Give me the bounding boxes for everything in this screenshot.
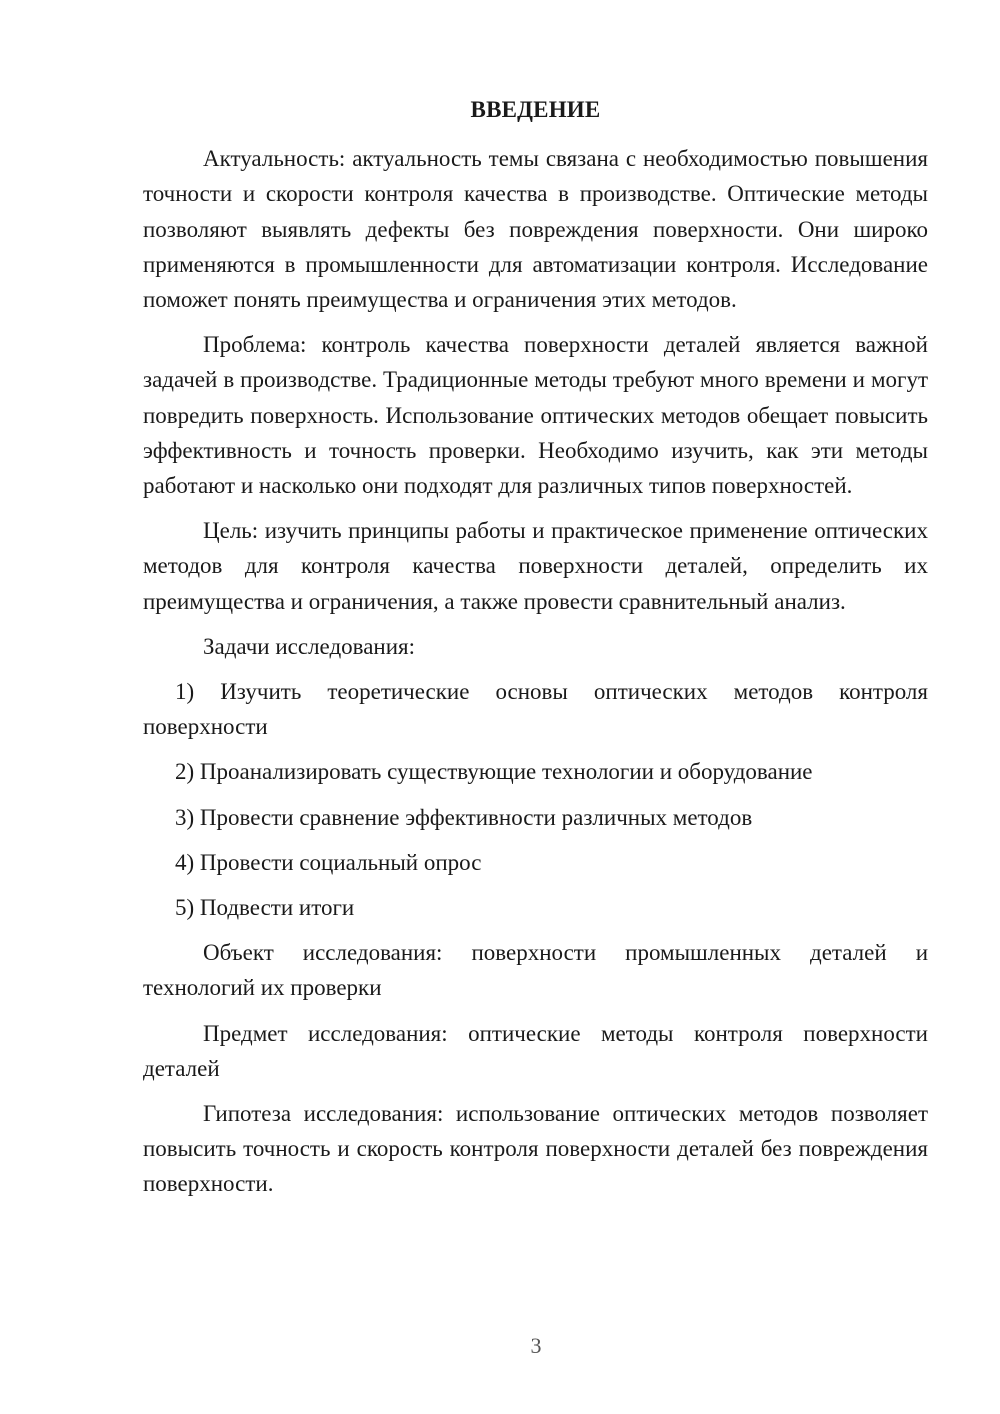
page-title: ВВЕДЕНИЕ [470, 97, 601, 122]
page-number: 3 [530, 1333, 542, 1358]
paragraph-hypothesis: Гипотеза исследования: использование оптических методов позволяет повысить точность и скорость контроля поверхности деталей без повреждения поверхности. [143, 1101, 928, 1197]
task-item-1: 1) Изучить теоретические основы оптических методов контроля поверхности [143, 679, 928, 740]
paragraph-goal: Цель: изучить принципы работы и практическое применение оптических методов для контроля качества поверхности деталей, определить их преимущества и ограничения, а также провести сравнительный анализ. [143, 518, 928, 614]
task-item-4: 4) Провести социальный опрос [175, 849, 482, 875]
task-item-5: 5) Подвести итоги [175, 895, 355, 921]
paragraph-subject: Предмет исследования: оптические методы контроля поверхности деталей [143, 1020, 928, 1081]
paragraph-object: Объект исследования: поверхности промышленных деталей и технологий их проверки [143, 940, 928, 1001]
task-item-2: 2) Проанализировать существующие технологии и оборудование [175, 759, 813, 785]
paragraph-problem: Проблема: контроль качества поверхности деталей является важной задачей в производстве. Традиционные методы требуют много времени и могут повредить поверхность. Использование оптических методов обещает повысить эффективность и точность проверки. Необходимо изучить, как эти методы работают и насколько они подходят для различных типов поверхностей. [143, 332, 928, 499]
paragraph-relevance: Актуальность: актуальность темы связана с необходимостью повышения точности и скорости контроля качества в производстве. Оптические методы позволяют выявлять дефекты без повреждения поверхности. Они широко применяются в промышленности для автоматизации контроля. Исследование поможет понять преимущества и ограничения этих методов. [143, 146, 928, 313]
page-content [143, 92, 928, 1212]
task-item-3: 3) Провести сравнение эффективности различных методов [175, 804, 753, 830]
tasks-heading: Задачи исследования: [203, 633, 416, 659]
